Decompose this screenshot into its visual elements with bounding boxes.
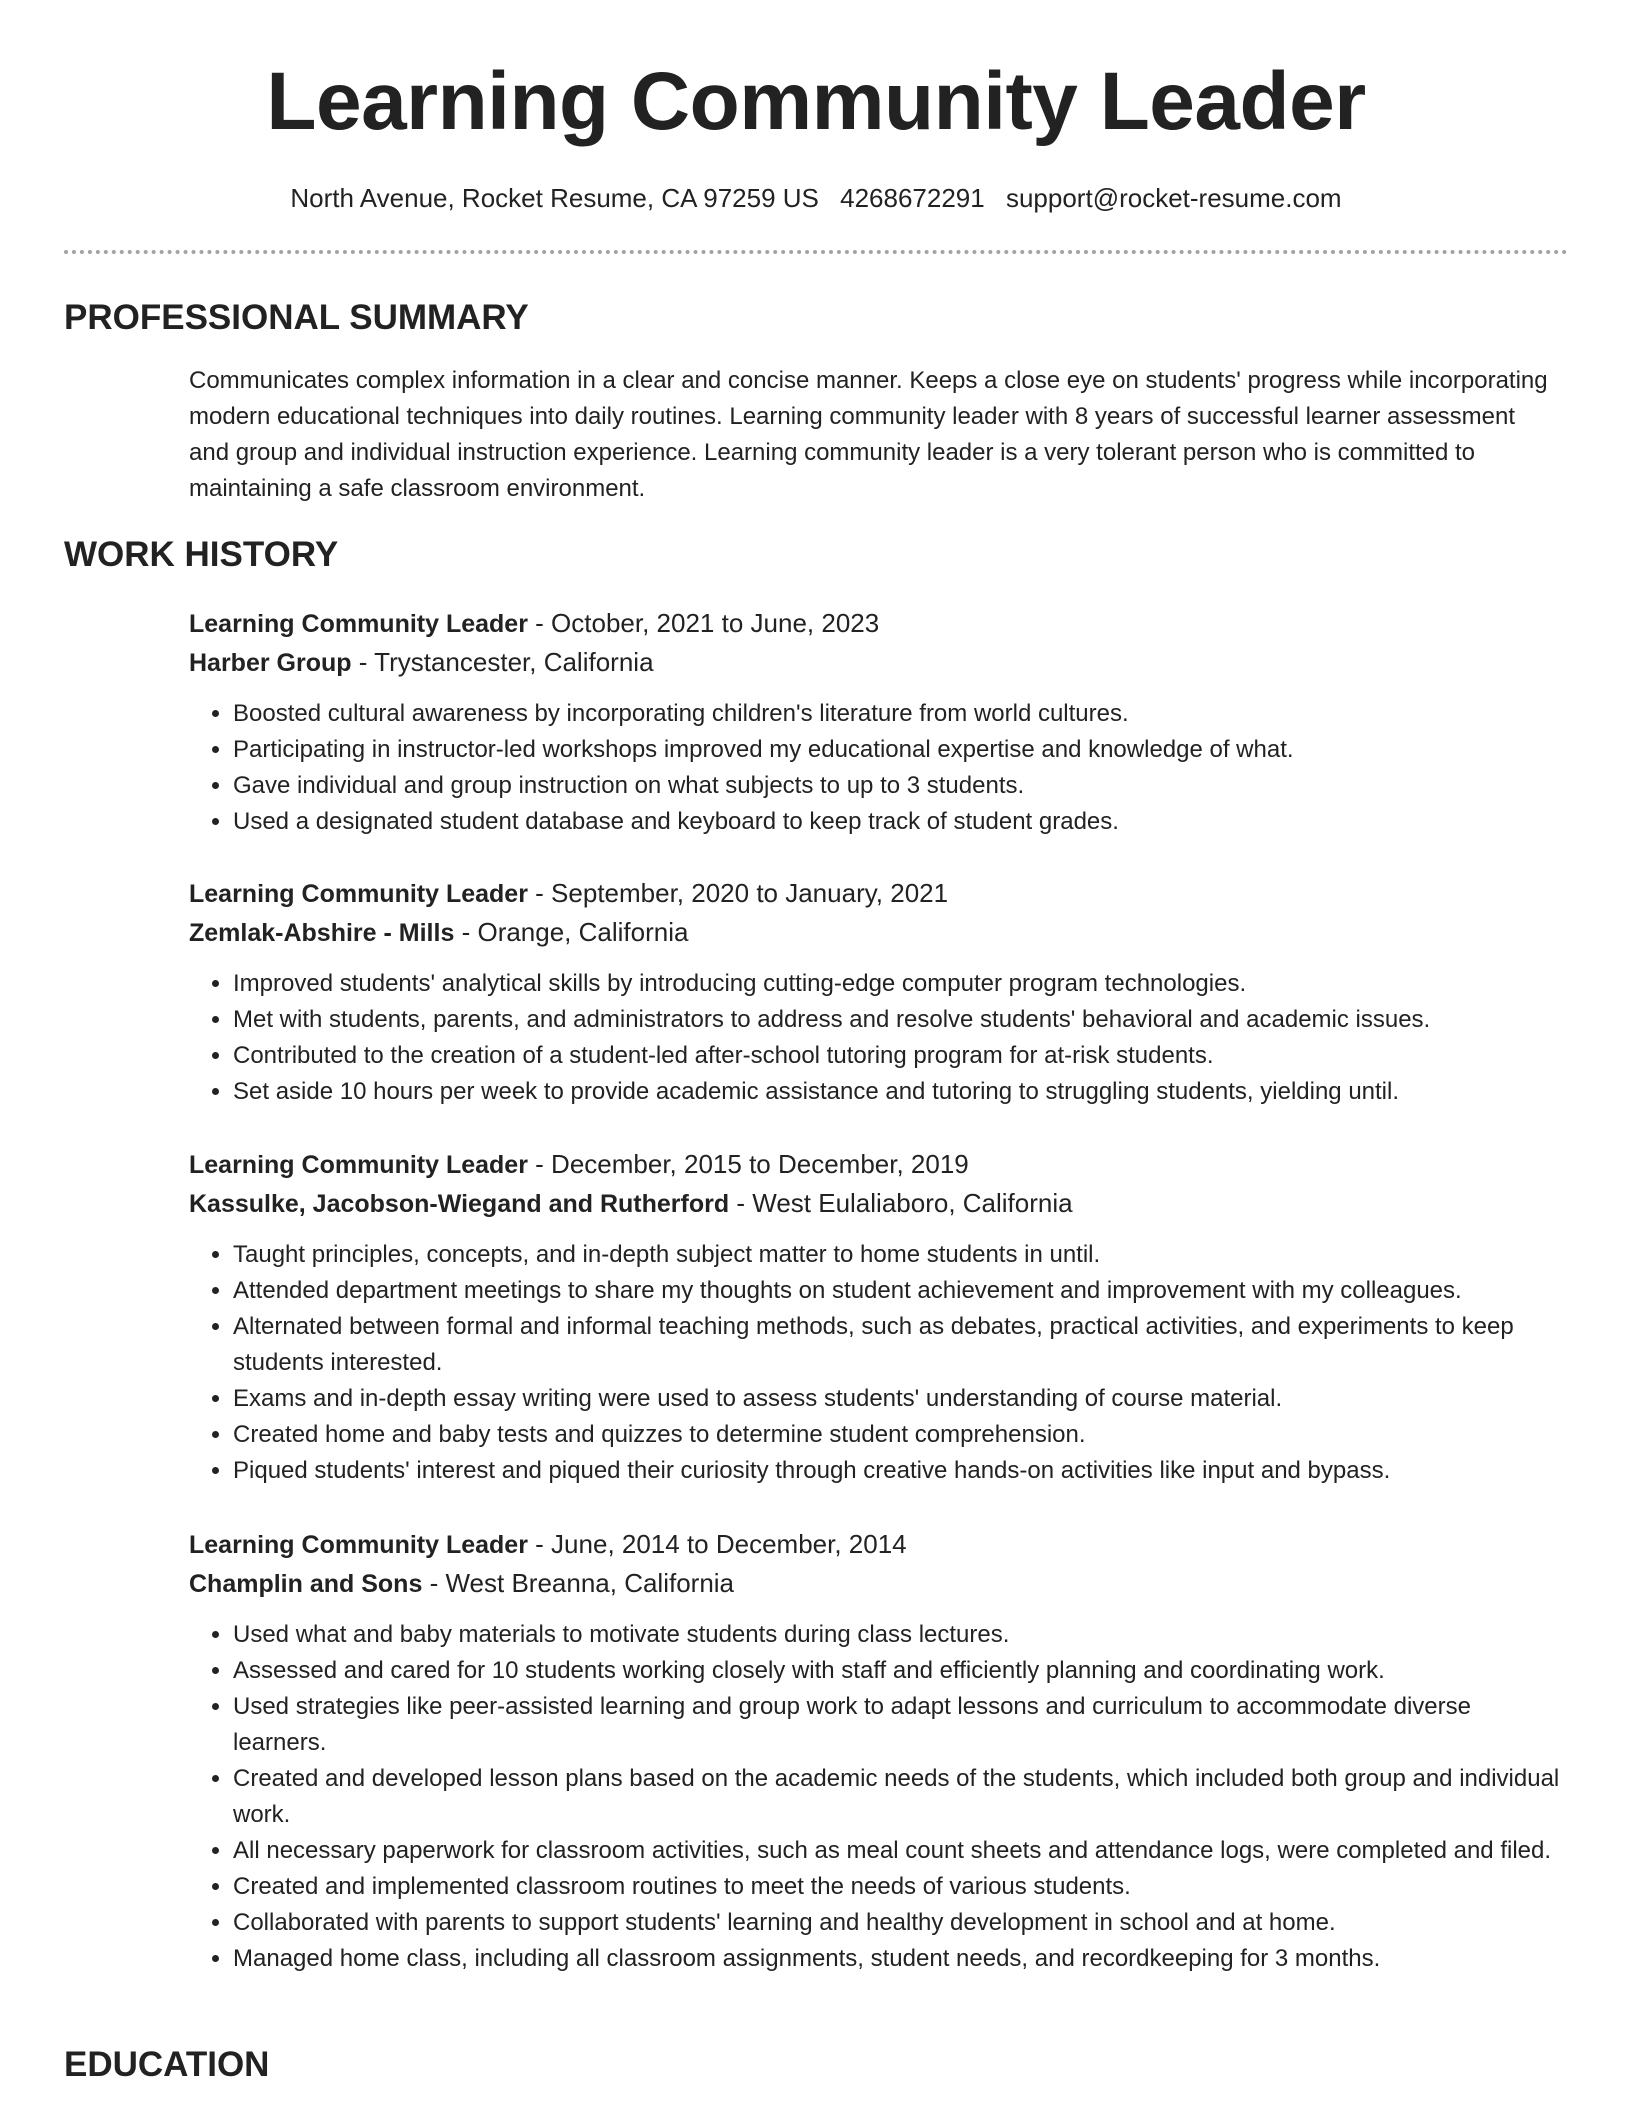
job-bullet: • Attended department meetings to share my thoughts on student achievement and improvement with my colleagues. [233, 1273, 1569, 1309]
job-company-line [189, 1184, 1569, 1223]
job-bullet: • Improved students' analytical skills by introducing cutting-edge computer program technologies. [233, 966, 1569, 1002]
job-company-line [189, 913, 1569, 952]
job-bullet: • Participating in instructor-led workshops improved my educational expertise and knowledge of what. [233, 732, 1569, 768]
job-bullet: • Contributed to the creation of a student-led after-school tutoring program for at-risk students. [233, 1038, 1569, 1074]
job-bullet: • Met with students, parents, and administrators to address and resolve students' behavioral and academic issues. [233, 1002, 1569, 1038]
job-title-line [189, 604, 1569, 643]
job-company: Harber Group [189, 649, 352, 677]
header-divider [64, 250, 1568, 254]
job-entry [189, 604, 1569, 840]
contact-email: support@rocket-resume.com [1005, 183, 1342, 213]
job-company-line [189, 643, 1569, 682]
job-bullet: • Piqued students' interest and piqued their curiosity through creative hands-on activities like input and bypass. [233, 1453, 1569, 1489]
job-bullets [189, 696, 1569, 840]
section-title-education: EDUCATION [64, 2045, 270, 2084]
job-entry [189, 1145, 1569, 1489]
job-bullet: • Gave individual and group instruction on what subjects to up to 3 students. [233, 768, 1569, 804]
job-location: - West Eulaliaboro, California [729, 1188, 1073, 1218]
job-entry [189, 1525, 1569, 1977]
job-bullet: • Collaborated with parents to support students' learning and healthy development in school and at home. [233, 1905, 1569, 1941]
job-bullet: • Taught principles, concepts, and in-depth subject matter to home students in until. [233, 1237, 1569, 1273]
section-title-summary: PROFESSIONAL SUMMARY [64, 298, 529, 337]
job-dates: - June, 2014 to December, 2014 [527, 1529, 907, 1559]
job-dates: - October, 2021 to June, 2023 [527, 608, 880, 638]
job-location: - Orange, California [454, 917, 689, 947]
job-location: - Trystancester, California [351, 647, 654, 677]
job-dates: - December, 2015 to December, 2019 [527, 1149, 969, 1179]
job-bullet: • Created and developed lesson plans based on the academic needs of the students, which included both group and individual work. [233, 1761, 1569, 1833]
job-entry [189, 874, 1569, 1110]
job-company: Zemlak-Abshire - Mills [189, 919, 455, 947]
contact-address: North Avenue, Rocket Resume, CA 97259 US [290, 183, 819, 213]
job-title: Learning Community Leader [189, 610, 528, 638]
job-title: Learning Community Leader [189, 880, 528, 908]
job-company: Champlin and Sons [189, 1570, 423, 1598]
job-bullet: • Set aside 10 hours per week to provide academic assistance and tutoring to struggling students, yielding until. [233, 1074, 1569, 1110]
professional-summary: Communicates complex information in a clear and concise manner. Keeps a close eye on students' progress while incorporating modern educational techniques into daily routines. Learning community leader with 8 years of successful learner assessment and group and individual instruction experience. Learning community leader is a very tolerant person who is committed to maintaining a safe classroom environment. [189, 367, 1548, 502]
section-title-work-history: WORK HISTORY [64, 535, 339, 574]
job-title-line [189, 874, 1569, 913]
contact-info [0, 180, 1632, 216]
job-company: Kassulke, Jacobson-Wiegand and Rutherford [189, 1190, 730, 1218]
job-bullet: • Boosted cultural awareness by incorporating children's literature from world cultures. [233, 696, 1569, 732]
job-bullet: • Created home and baby tests and quizzes to determine student comprehension. [233, 1417, 1569, 1453]
job-bullet: • Used what and baby materials to motivate students during class lectures. [233, 1617, 1569, 1653]
job-title: Learning Community Leader [189, 1151, 528, 1179]
job-bullet: • Created and implemented classroom routines to meet the needs of various students. [233, 1869, 1569, 1905]
contact-phone: 4268672291 [840, 183, 985, 213]
job-bullets [189, 1617, 1569, 1977]
job-title-line [189, 1145, 1569, 1184]
job-bullet: • Alternated between formal and informal teaching methods, such as debates, practical activities, and experiments to keep students interested. [233, 1309, 1569, 1381]
job-bullet: • Assessed and cared for 10 students working closely with staff and efficiently planning and coordinating work. [233, 1653, 1569, 1689]
candidate-name: Learning Community Leader [266, 56, 1366, 147]
job-dates: - September, 2020 to January, 2021 [527, 878, 949, 908]
job-location: - West Breanna, California [422, 1568, 735, 1598]
job-title: Learning Community Leader [189, 1531, 528, 1559]
job-title-line [189, 1525, 1569, 1564]
job-bullet: • All necessary paperwork for classroom activities, such as meal count sheets and attendance logs, were completed and filed. [233, 1833, 1569, 1869]
job-bullet: • Managed home class, including all classroom assignments, student needs, and recordkeeping for 3 months. [233, 1941, 1569, 1977]
job-company-line [189, 1564, 1569, 1603]
job-bullet: • Used a designated student database and keyboard to keep track of student grades. [233, 804, 1569, 840]
job-bullets [189, 1237, 1569, 1489]
job-bullet: • Used strategies like peer-assisted learning and group work to adapt lessons and curriculum to accommodate diverse learners. [233, 1689, 1569, 1761]
job-bullet: • Exams and in-depth essay writing were used to assess students' understanding of course material. [233, 1381, 1569, 1417]
job-bullets [189, 966, 1569, 1110]
